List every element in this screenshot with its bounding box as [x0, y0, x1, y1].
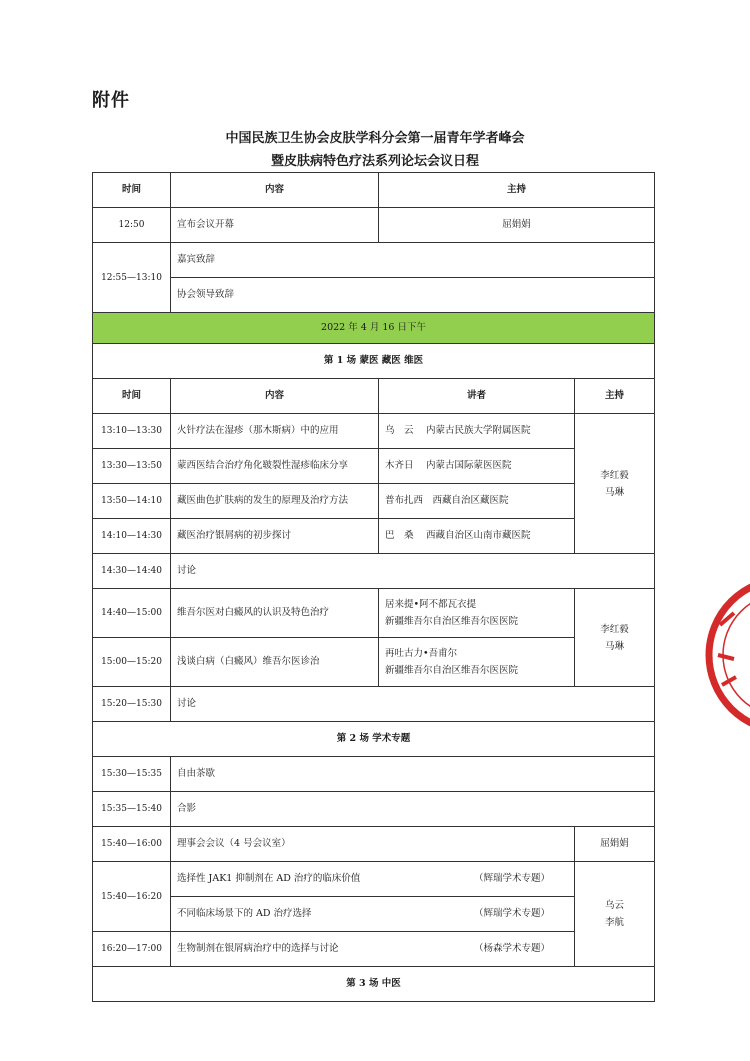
welcome-row-1: [93, 243, 655, 278]
row-time: 14:40—15:00: [93, 589, 171, 638]
host-cell-c: [575, 862, 655, 967]
row-content: [171, 932, 575, 967]
row-content: 讨论: [171, 687, 655, 722]
table-row: [93, 589, 655, 638]
topic-tag: （辉瑞学术专题）: [473, 873, 550, 884]
red-seal-stamp: [700, 555, 750, 755]
row-time: 13:30—13:50: [93, 449, 171, 484]
discussion-row-2: [93, 687, 655, 722]
session3-title: 第 3 场 中医: [93, 967, 655, 1002]
discussion-row-1: [93, 554, 655, 589]
row-content: 宣布会议开幕: [171, 208, 379, 243]
row-time: 15:35—15:40: [93, 792, 171, 827]
academic-row-1: [93, 862, 655, 897]
session1-title: 第 1 场 蒙医 藏医 维医: [93, 344, 655, 379]
header-speaker: 讲者: [379, 379, 575, 414]
session2-title: 第 2 场 学术专题: [93, 722, 655, 757]
host-cell-a: [575, 414, 655, 554]
row-content: 合影: [171, 792, 655, 827]
header-time: 时间: [93, 379, 171, 414]
row-content: 嘉宾致辞: [171, 243, 655, 278]
date-banner-row: [93, 313, 655, 344]
host-name: 李红毅: [600, 623, 629, 635]
row-time: 15:20—15:30: [93, 687, 171, 722]
photo-row: [93, 792, 655, 827]
topic-tag: （辉瑞学术专题）: [473, 908, 550, 919]
row-time: 15:00—15:20: [93, 638, 171, 687]
academic-row-2: [93, 897, 655, 932]
host-name: 马琳: [605, 640, 625, 652]
host-name: 乌云: [605, 900, 625, 911]
row-time: 13:10—13:30: [93, 414, 171, 449]
row-speaker: 普布扎西 西藏自治区藏医院: [379, 484, 575, 519]
row-speaker: [379, 638, 575, 687]
header-row-2: [93, 379, 655, 414]
row-content: 理事会会议（4 号会议室）: [171, 827, 575, 862]
row-time: 15:40—16:20: [93, 862, 171, 932]
session3-row: [93, 967, 655, 1002]
tea-row: [93, 757, 655, 792]
header-row-1: [93, 173, 655, 208]
row-content: [171, 897, 575, 932]
host-name: 李红毅: [600, 469, 629, 481]
row-speaker: 木齐日 内蒙古国际蒙医医院: [379, 449, 575, 484]
row-time: 12:50: [93, 208, 171, 243]
row-time: 16:20—17:00: [93, 932, 171, 967]
host-name: 李航: [605, 917, 625, 928]
table-row: [93, 414, 655, 449]
date-banner: 2022 年 4 月 16 日下午: [93, 313, 655, 344]
header-content: 内容: [171, 173, 379, 208]
welcome-row-2: [93, 278, 655, 313]
council-row: [93, 827, 655, 862]
header-host: 主持: [575, 379, 655, 414]
row-content: 讨论: [171, 554, 655, 589]
row-time: 12:55—13:10: [93, 243, 171, 313]
topic-title: 选择性 JAK1 抑制剂在 AD 治疗的临床价值: [177, 873, 361, 884]
row-time: 15:40—16:00: [93, 827, 171, 862]
speaker-name: 再吐古力•吾甫尔: [385, 648, 458, 659]
speaker-name: 居来提•阿不都瓦衣提: [385, 599, 477, 610]
row-time: 15:30—15:35: [93, 757, 171, 792]
row-time: 14:30—14:40: [93, 554, 171, 589]
row-content: 维吾尔医对白癜风的认识及特色治疗: [171, 589, 379, 638]
row-content: 藏医曲色扩肤病的发生的原理及治疗方法: [171, 484, 379, 519]
row-content: [171, 862, 575, 897]
table-row: [93, 638, 655, 687]
header-content: 内容: [171, 379, 379, 414]
document-title-line1: 中国民族卫生协会皮肤学科分会第一届青年学者峰会: [225, 131, 525, 146]
topic-title: 生物制剂在银屑病治疗中的选择与讨论: [177, 943, 339, 954]
speaker-affiliation: 新疆维吾尔自治区维吾尔医医院: [385, 616, 519, 627]
row-speaker: 巴 桑 西藏自治区山南市藏医院: [379, 519, 575, 554]
bio-row: [93, 932, 655, 967]
row-speaker: [379, 589, 575, 638]
host-cell-b: [575, 589, 655, 687]
attachment-label: 附件: [92, 90, 130, 111]
row-time: 13:50—14:10: [93, 484, 171, 519]
row-speaker: 乌 云 内蒙古民族大学附属医院: [379, 414, 575, 449]
row-host: 屈娟娟: [575, 827, 655, 862]
host-name: 马琳: [605, 486, 625, 498]
topic-title: 不同临床场景下的 AD 治疗选择: [177, 908, 312, 919]
row-content: 藏医治疗银屑病的初步探讨: [171, 519, 379, 554]
speaker-affiliation: 新疆维吾尔自治区维吾尔医医院: [385, 665, 519, 676]
header-time: 时间: [93, 173, 171, 208]
row-host: 屈娟娟: [379, 208, 655, 243]
table-row: [93, 449, 655, 484]
table-row: [93, 519, 655, 554]
row-content: 协会领导致辞: [171, 278, 655, 313]
row-content: 自由茶歇: [171, 757, 655, 792]
table-row: [93, 484, 655, 519]
row-content: 火针疗法在湿疹（那木斯病）中的应用: [171, 414, 379, 449]
document-title-line2: 暨皮肤病特色疗法系列论坛会议日程: [270, 154, 479, 169]
session2-row: [93, 722, 655, 757]
topic-tag: （杨森学术专题）: [473, 943, 550, 954]
row-time: 14:10—14:30: [93, 519, 171, 554]
schedule-table: [92, 172, 655, 1002]
opening-row: [93, 208, 655, 243]
row-content: 浅谈白病（白癜风）维吾尔医诊治: [171, 638, 379, 687]
session1-row: [93, 344, 655, 379]
row-content: 蒙西医结合治疗角化皲裂性湿疹临床分享: [171, 449, 379, 484]
header-host: 主持: [379, 173, 655, 208]
